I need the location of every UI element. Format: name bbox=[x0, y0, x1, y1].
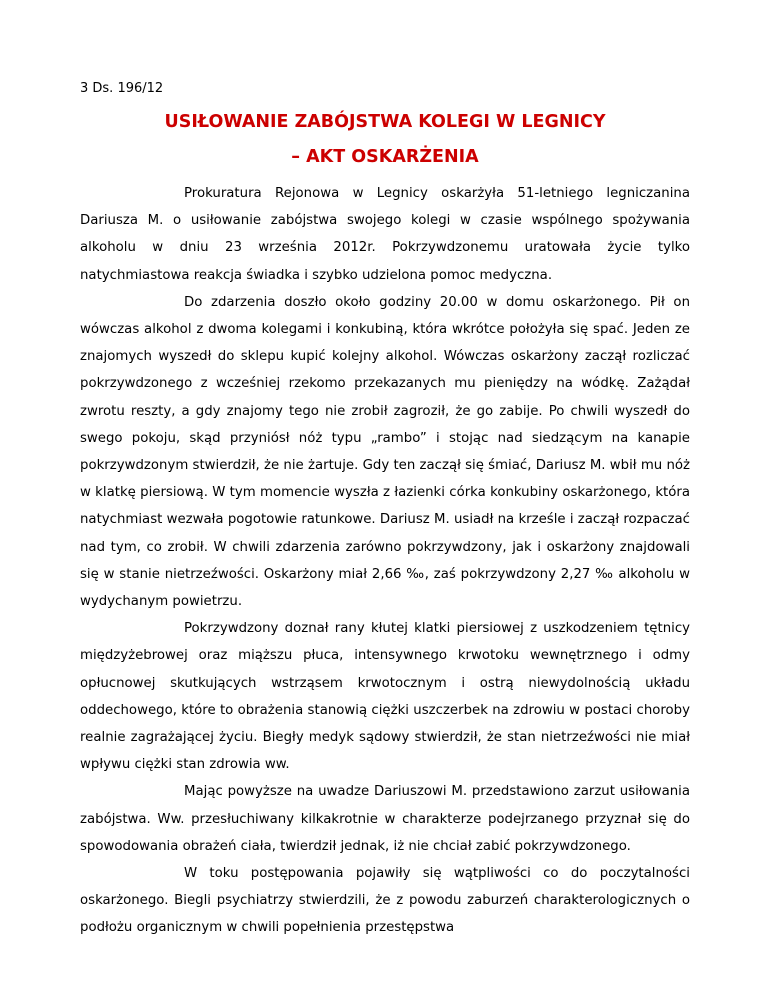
paragraph-4: Mając powyższe na uwadze Dariuszowi M. przedstawiono zarzut usiłowania zabójstwa. Ww. przesłuchiwany kilkakrotnie w charakterze podejrzanego przyznał się do spowodowania obrażeń ciała, twierdził jednak, iż nie chciał zabić pokrzywdzonego. bbox=[80, 784, 690, 854]
document-title: USIŁOWANIE ZABÓJSTWA KOLEGI W LEGNICY bbox=[164, 112, 606, 132]
paragraph-2: Do zdarzenia doszło około godziny 20.00 w domu oskarżonego. Pił on wówczas alkohol z dwoma kolegami i konkubiną, która wkrótce położyła się spać. Jeden ze znajomych wyszedł do sklepu kupić kolejny alkohol. Wówczas oskarżony zaczął rozliczać pokrzywdzonego z wcześniej rzekomo przekazanych mu pieniędzy na wódkę. Zażądał zwrotu reszty, a gdy znajomy tego nie zrobił zagroził, że go zabije. Po chwili wyszedł do swego pokoju, skąd przyniósł nóż typu „rambo” i stojąc nad siedzącym na kanapie pokrzywdzonym stwierdził, że nie żartuje. Gdy ten zaczął się śmiać, Dariusz M. wbił mu nóż w klatkę piersiową. W tym momencie wyszła z łazienki córka konkubiny oskarżonego, która natychmiast wezwała pogotowie ratunkowe. Dariusz M. usiadł na krześle i zaczął rozpaczać nad tym, co zrobił. W chwili zdarzenia zarówno pokrzywdzony, jak i oskarżony znajdowali się w stanie nietrzeźwości. Oskarżony miał 2,66 ‰, zaś pokrzywdzony 2,27 ‰ alkoholu w wydychanym powietrzu. bbox=[80, 294, 690, 610]
case-reference: 3 Ds. 196/12 bbox=[80, 81, 164, 96]
document-subtitle: – AKT OSKARŻENIA bbox=[291, 147, 479, 167]
paragraph-1: Prokuratura Rejonowa w Legnicy oskarżyła 51-letniego legniczanina Dariusza M. o usiłowanie zabójstwa swojego kolegi w czasie wspólnego spożywania alkoholu w dniu 23 września 2012r. Pokrzywdzonemu uratowała życie tylko natychmiastowa reakcja świadka i szybko udzielona pomoc medyczna. bbox=[80, 186, 690, 283]
paragraph-3: Pokrzywdzony doznał rany kłutej klatki piersiowej z uszkodzeniem tętnicy międzyżebrowej oraz miąższu płuca, intensywnego krwotoku wewnętrznego i odmy opłucnowej skutkujących wstrząsem krwotocznym i ostrą niewydolnością układu oddechowego, które to obrażenia stanowią ciężki uszczerbek na zdrowiu w postaci choroby realnie zagrażającej życiu. Biegły medyk sądowy stwierdził, że stan nietrzeźwości nie miał wpływu ciężki stan zdrowia ww. bbox=[80, 621, 690, 773]
document-body bbox=[80, 180, 690, 942]
paragraph-5: W toku postępowania pojawiły się wątpliwości co do poczytalności oskarżonego. Biegli psychiatrzy stwierdzili, że z powodu zaburzeń charakterologicznych o podłożu organicznym w chwili popełnienia przestępstwa bbox=[80, 866, 690, 936]
